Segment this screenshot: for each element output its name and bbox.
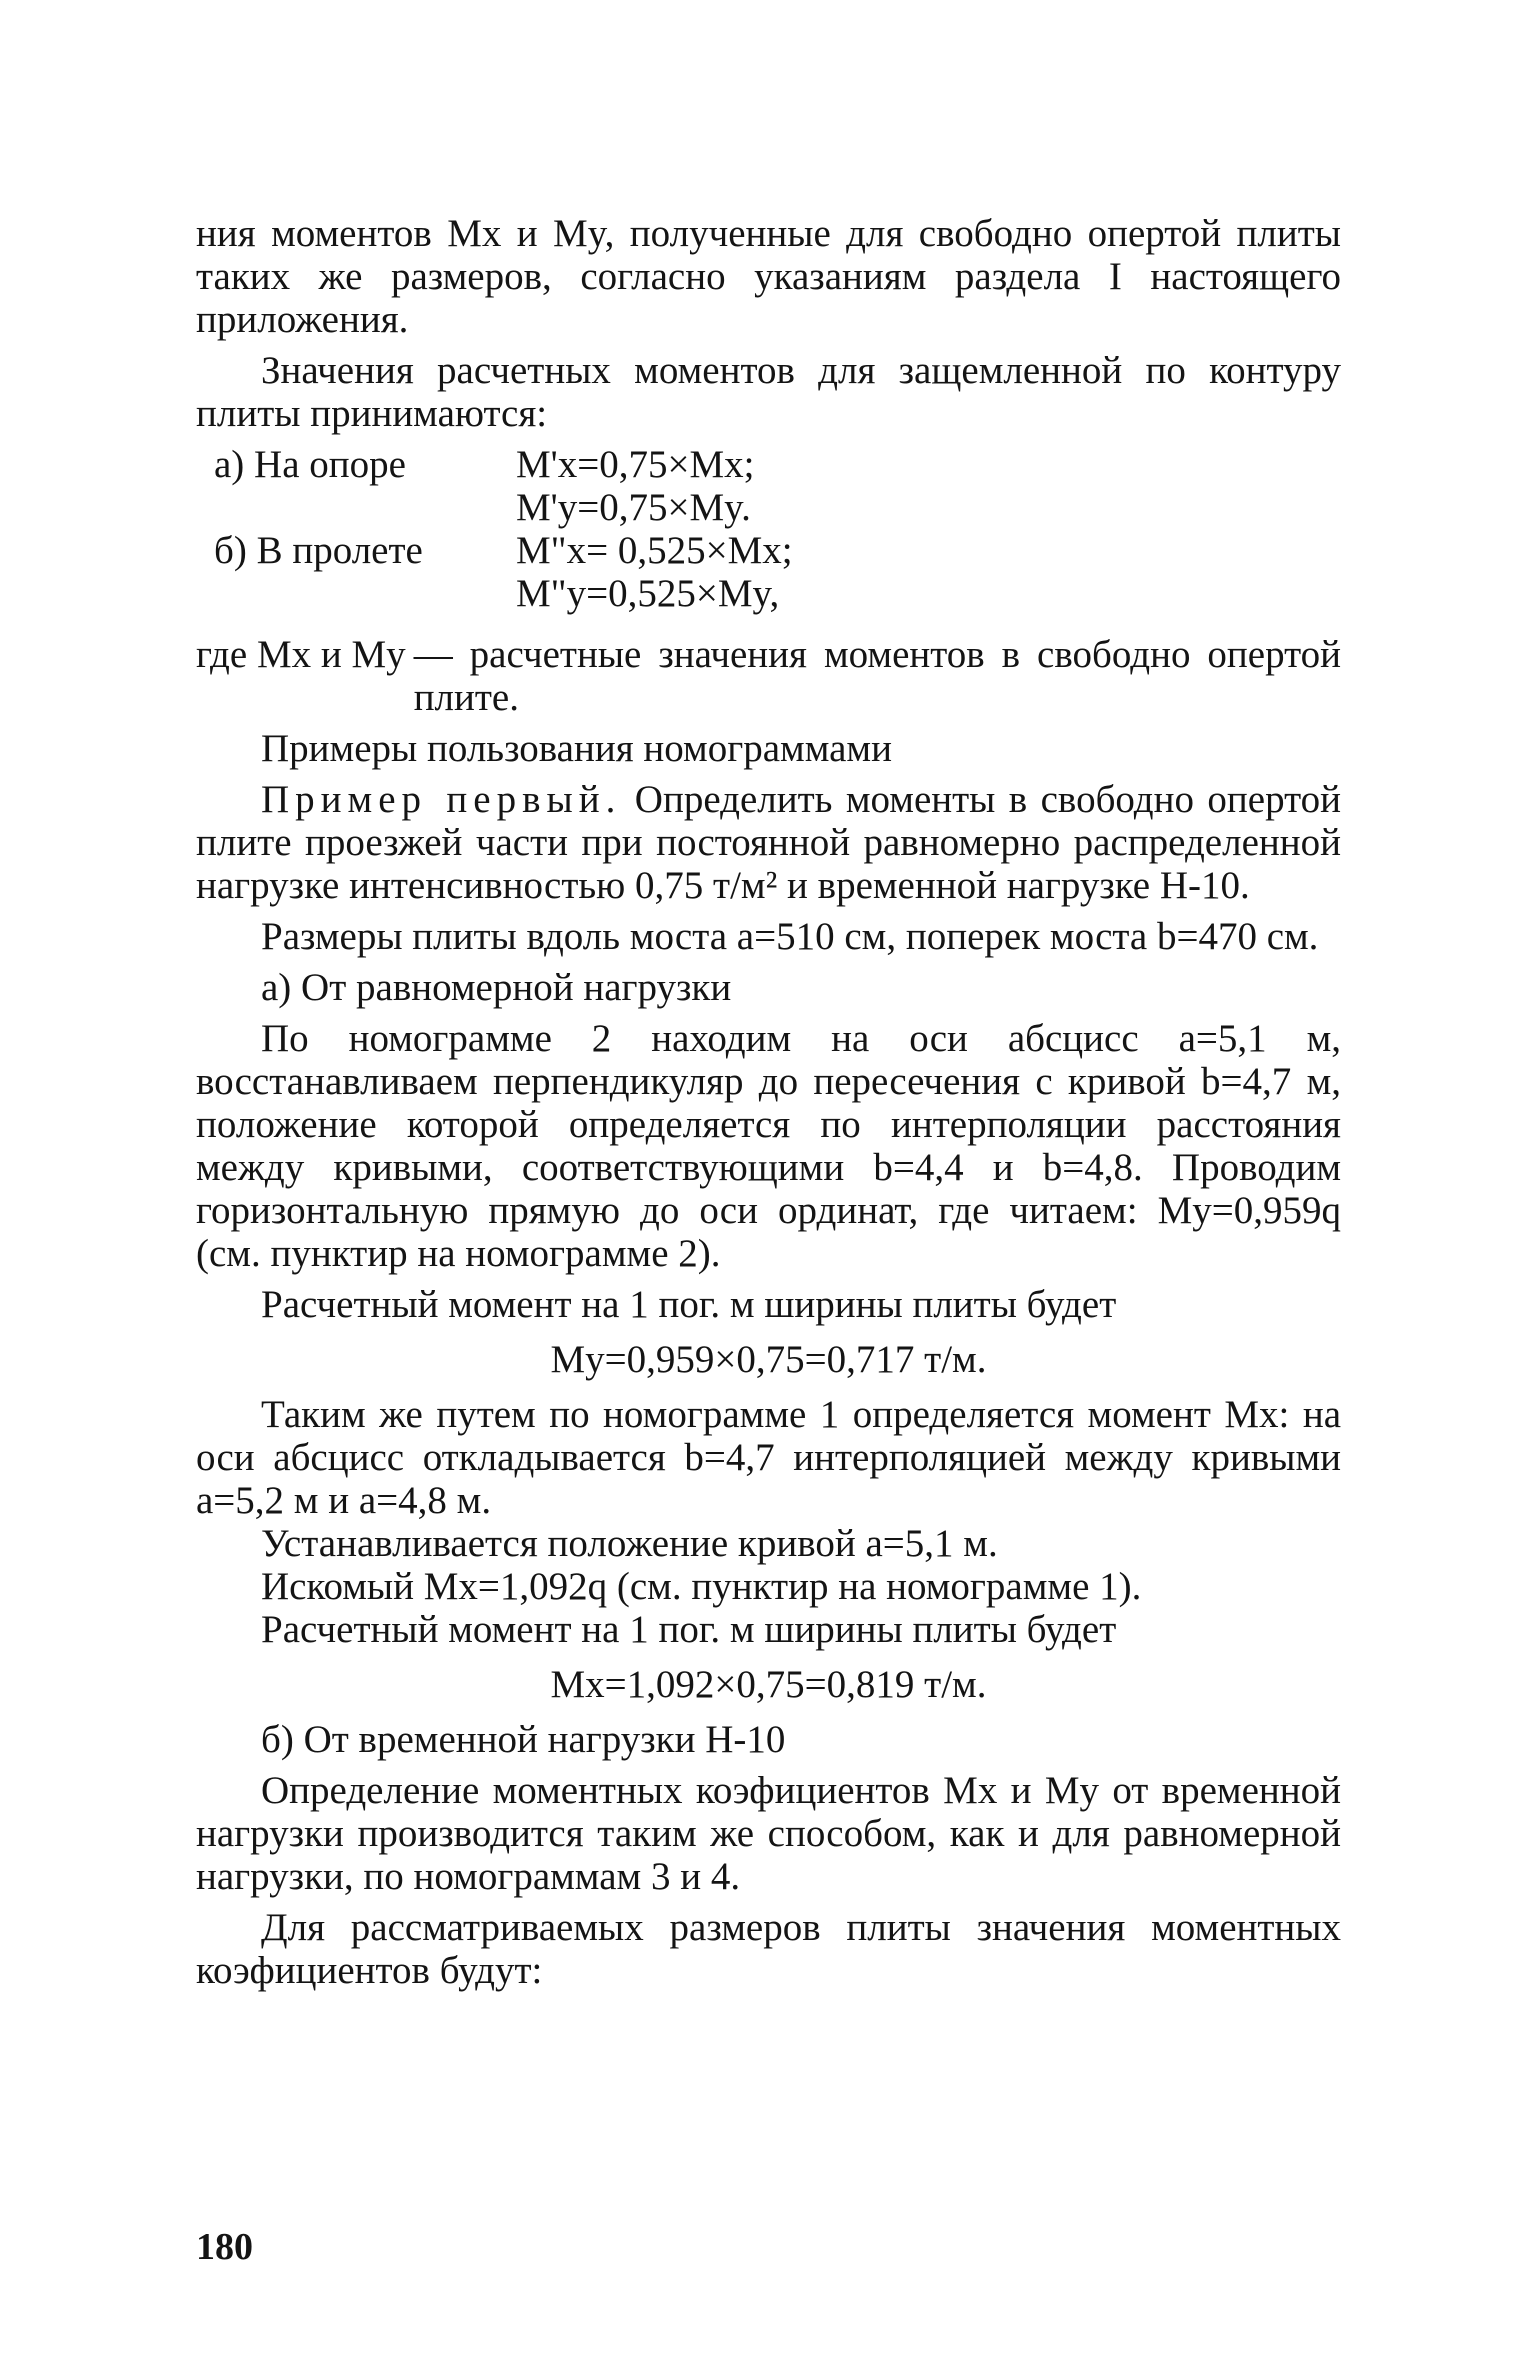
example-label: Пример первый. (261, 778, 622, 821)
section-heading: Примеры пользования номограммами (261, 727, 892, 770)
formula-support-x (196, 443, 1341, 486)
paragraph-sought-mx: Искомый Mx=1,092q (см. пунктир на номограмме 1). (261, 1565, 1142, 1608)
page-number: 180 (196, 2226, 253, 2268)
equation-mx: Mx=1,092×0,75=0,819 т/м. (550, 1663, 987, 1706)
formula-span-x (196, 529, 1341, 572)
example-paragraph (196, 778, 1341, 907)
formula-support-y (196, 486, 1341, 529)
paragraph-continued: ния моментов Mx и My, полученные для свободно опертой плиты таких же размеров, согласно указаниям раздела I настоящего приложения. (196, 212, 1341, 341)
example-text: Определить моменты в свободно опертой плите проезжей части при постоянной равномерно распределенной нагрузке интенсивностью 0,75 т/м² и временной нагрузке Н-10. (196, 778, 1341, 907)
formula-support-label: а) На опоре (214, 443, 406, 486)
paragraph-last: Для рассматриваемых размеров плиты значения моментных коэфициентов будут: (196, 1906, 1341, 1992)
page-body (196, 212, 1341, 1992)
formula-support-my: M'y=0,75×My. (516, 486, 751, 529)
formula-span-label: б) В пролете (214, 529, 423, 572)
paragraph-dimensions: Размеры плиты вдоль моста a=510 см, поперек моста b=470 см. (261, 915, 1319, 958)
paragraph-calc-my: Расчетный момент на 1 пог. м ширины плиты будет (261, 1283, 1117, 1326)
formula-support-mx: M'x=0,75×Mx; (516, 443, 755, 486)
equation-my: My=0,959×0,75=0,717 т/м. (550, 1338, 987, 1381)
paragraph-coefficients: Определение моментных коэфициентов Mx и My от временной нагрузки производится таким же способом, как и для равномерной нагрузки, по номограммам 3 и 4. (196, 1769, 1341, 1898)
where-clause (196, 633, 1341, 719)
paragraph-curve: Устанавливается положение кривой a=5,1 м. (261, 1522, 998, 1565)
subheading-live-load: б) От временной нагрузки Н-10 (261, 1718, 786, 1761)
paragraph-nomogram-1: Таким же путем по номограмме 1 определяется момент Mx: на оси абсцисс откладывается b=4,7 интерполяцией между кривыми a=5,2 м и a=4,8 м. (196, 1393, 1341, 1522)
paragraph-nomogram-2: По номограмме 2 находим на оси абсцисс a=5,1 м, восстанавливаем перпендикуляр до пересечения с кривой b=4,7 м, положение которой определяется по интерполяции расстояния между кривыми, соответствующими b=4,4 и b=4,8. Проводим горизонтальную прямую до оси ординат, где читаем: My=0,959q (см. пунктир на номограмме 2). (196, 1017, 1341, 1275)
formula-span-my: M"y=0,525×My, (516, 572, 780, 615)
subheading-uniform-load: а) От равномерной нагрузки (261, 966, 732, 1009)
where-text: — расчетные значения моментов в свободно опертой плите. (413, 633, 1341, 719)
formula-span-y (196, 572, 1341, 615)
formula-span-mx: M"x= 0,525×Mx; (516, 529, 793, 572)
paragraph-calc-mx: Расчетный момент на 1 пог. м ширины плиты будет (261, 1608, 1117, 1651)
paragraph-values: Значения расчетных моментов для защемленной по контуру плиты принимаются: (196, 349, 1341, 435)
where-label: где Mx и My (196, 633, 406, 676)
